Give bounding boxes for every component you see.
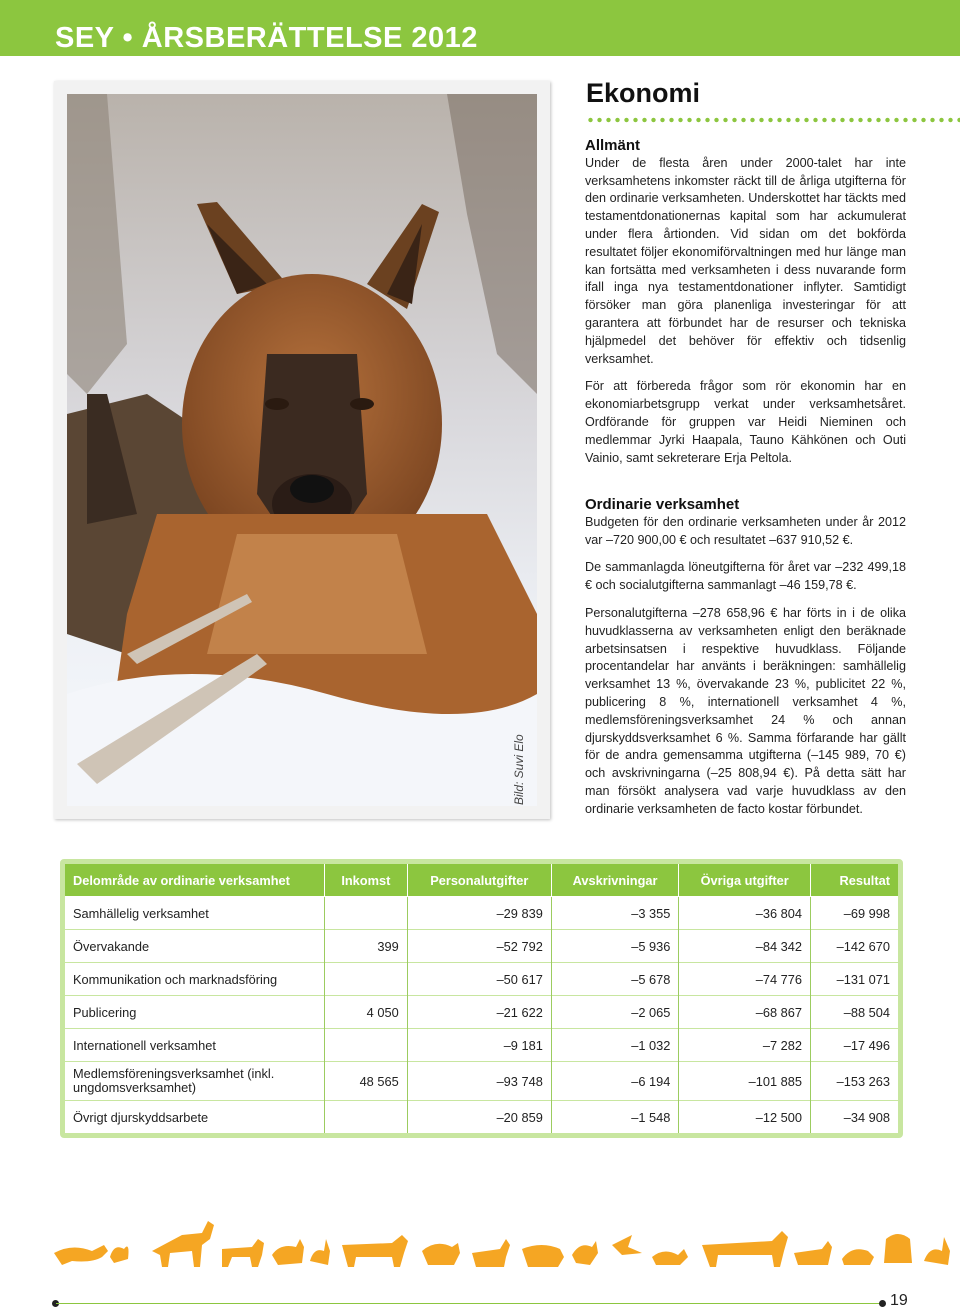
cell-personnel: –93 748	[407, 1062, 551, 1101]
cell-other: –101 885	[679, 1062, 811, 1101]
squirrel-icon	[110, 1247, 129, 1263]
cell-area: Samhällelig verksamhet	[65, 897, 325, 930]
dog-illustration	[67, 94, 537, 806]
photo-credit: Bild: Suvi Elo	[512, 734, 526, 805]
cell-result: –142 670	[810, 930, 898, 963]
cell-result: –69 998	[810, 897, 898, 930]
pig-icon	[522, 1245, 564, 1267]
animal-group	[54, 1221, 950, 1267]
cow-icon	[342, 1235, 408, 1267]
cell-personnel: –20 859	[407, 1101, 551, 1134]
cell-personnel: –52 792	[407, 930, 551, 963]
cattle-icon	[702, 1231, 788, 1267]
allmant-paragraph-2: För att förbereda frågor som rör ekonomin har en ekonomiarbetsgrupp verkat under verksamhetsåret. Ordförande för gruppen var Heidi Nieminen och medlemmar Jyrki Haapala, Tauno Kähkönen och Outi Vainio, samt sekreterare Erja Peltola.	[585, 379, 906, 465]
ordinarie-paragraph-2: De sammanlagda löneutgifterna för året var –232 499,18 € och socialutgifterna sammanlagt –46 159,78 €.	[585, 560, 906, 593]
cell-area: Publicering	[65, 996, 325, 1029]
hedgehog-icon	[842, 1249, 874, 1265]
cell-income: 48 565	[325, 1062, 408, 1101]
col-header-income: Inkomst	[325, 864, 408, 897]
cell-area: Övervakande	[65, 930, 325, 963]
dotted-divider	[586, 117, 960, 123]
cell-depreciation: –1 548	[551, 1101, 679, 1134]
col-header-area: Delområde av ordinarie verksamhet	[65, 864, 325, 897]
cell-depreciation: –6 194	[551, 1062, 679, 1101]
cell-result: –34 908	[810, 1101, 898, 1134]
rabbit-icon	[310, 1239, 330, 1265]
cell-result: –131 071	[810, 963, 898, 996]
section-title: Ekonomi	[586, 78, 701, 108]
cell-other: –36 804	[679, 897, 811, 930]
cat-icon	[272, 1239, 304, 1265]
cell-depreciation: –1 032	[551, 1029, 679, 1062]
bird-icon	[612, 1235, 642, 1255]
animal-silhouettes	[52, 1205, 960, 1275]
cell-other: –12 500	[679, 1101, 811, 1134]
table-row	[65, 1101, 898, 1134]
cell-personnel: –50 617	[407, 963, 551, 996]
cell-depreciation: –5 678	[551, 963, 679, 996]
cell-other: –68 867	[679, 996, 811, 1029]
hen-icon	[572, 1241, 598, 1265]
cell-income	[325, 897, 408, 930]
photo-frame	[54, 81, 550, 819]
horse-icon	[152, 1221, 214, 1267]
owl-icon	[884, 1234, 912, 1263]
cell-other: –7 282	[679, 1029, 811, 1062]
cell-personnel: –29 839	[407, 897, 551, 930]
dog-icon	[222, 1239, 264, 1267]
report-title: SEY • ÅRSBERÄTTELSE 2012	[55, 22, 478, 54]
table-row	[65, 1062, 898, 1101]
allmant-section	[585, 137, 906, 467]
table-row	[65, 930, 898, 963]
results-table	[65, 864, 898, 1133]
allmant-paragraph-1: Under de flesta åren under 2000-talet har inte verksamhetens inkomster räckt till de årliga utgifterna för den ordinarie verksamheten. Underskottet har täckts med testamentdonationernas kapital som har ackumulerat under flera årtionden. Vid sidan om det bokförda resultatet följer ekonomiförvaltningen med hur länge man kan fortsätta med verksamheten i dess nuvarande form ifall inga nya testamentdonationer inflyter. Samtidigt försöker man göra planenliga investeringar för att garantera att förbundet har de resurser och tekniska hjälpmedel det behöver för effektiv och tidsenlig verksamhet.	[585, 155, 906, 366]
cell-income	[325, 963, 408, 996]
cell-income	[325, 1101, 408, 1134]
table-row	[65, 897, 898, 930]
goat-icon	[472, 1239, 510, 1267]
fox-icon	[54, 1245, 108, 1265]
cell-personnel: –9 181	[407, 1029, 551, 1062]
col-header-personnel: Personalutgifter	[407, 864, 551, 897]
cell-area: Medlemsföreningsverksamhet (inkl. ungdomsverksamhet)	[65, 1062, 325, 1101]
cell-depreciation: –3 355	[551, 897, 679, 930]
footer-line	[56, 1303, 882, 1304]
cell-income: 4 050	[325, 996, 408, 1029]
sheep-icon	[422, 1243, 460, 1265]
cell-income: 399	[325, 930, 408, 963]
cell-depreciation: –5 936	[551, 930, 679, 963]
ordinarie-paragraph-3: Personalutgifterna –278 658,96 € har förts in i de olika huvudklasserna av verksamheten enligt den beräknade arbetsinsatsen i respektive huvudklass. Följande procentandelar har använts i beräkningen: samhällelig verksamhet 13 %, övervakande 23 %, publicitet 22 %, publicering 8 %, internationell verksamhet 4 %, medlemsföreningsverksamhet 24 % och annan djurskyddsverksamhet 6 %. Samma förfarande har gällt för de andra gemensamma utgifterna (–145 989, 70 €) och avskrivningarna (–25 808,94 €). På detta sätt har man försökt analysera vad varje huvudklass av den ordinarie verksamheten de facto kostar förbundet.	[585, 605, 906, 816]
col-header-depreciation: Avskrivningar	[551, 864, 679, 897]
cell-result: –153 263	[810, 1062, 898, 1101]
cell-result: –88 504	[810, 996, 898, 1029]
table-row	[65, 996, 898, 1029]
duck-icon	[652, 1249, 688, 1265]
cell-area: Internationell verksamhet	[65, 1029, 325, 1062]
cell-depreciation: –2 065	[551, 996, 679, 1029]
calf-icon	[794, 1241, 832, 1265]
results-table-frame	[60, 859, 903, 1138]
cell-other: –74 776	[679, 963, 811, 996]
table-row	[65, 1029, 898, 1062]
cell-area: Övrigt djurskyddsarbete	[65, 1101, 325, 1134]
cell-result: –17 496	[810, 1029, 898, 1062]
table-row	[65, 963, 898, 996]
allmant-heading: Allmänt	[585, 137, 641, 154]
cell-income	[325, 1029, 408, 1062]
ordinarie-section	[585, 496, 906, 819]
cell-area: Kommunikation och marknadsföring	[65, 963, 325, 996]
hare-icon	[924, 1237, 950, 1265]
page-number: 19	[890, 1292, 908, 1309]
ordinarie-paragraph-1: Budgeten för den ordinarie verksamheten under år 2012 var –720 900,00 € och resultatet –637 910,52 €.	[585, 514, 906, 547]
table-body	[65, 897, 898, 1134]
col-header-other: Övriga utgifter	[679, 864, 811, 897]
cell-personnel: –21 622	[407, 996, 551, 1029]
footer-dot-right	[879, 1300, 886, 1307]
table-header-row	[65, 864, 898, 897]
dog-photo	[67, 94, 537, 806]
ordinarie-heading: Ordinarie verksamhet	[585, 496, 740, 513]
col-header-result: Resultat	[810, 864, 898, 897]
cell-other: –84 342	[679, 930, 811, 963]
